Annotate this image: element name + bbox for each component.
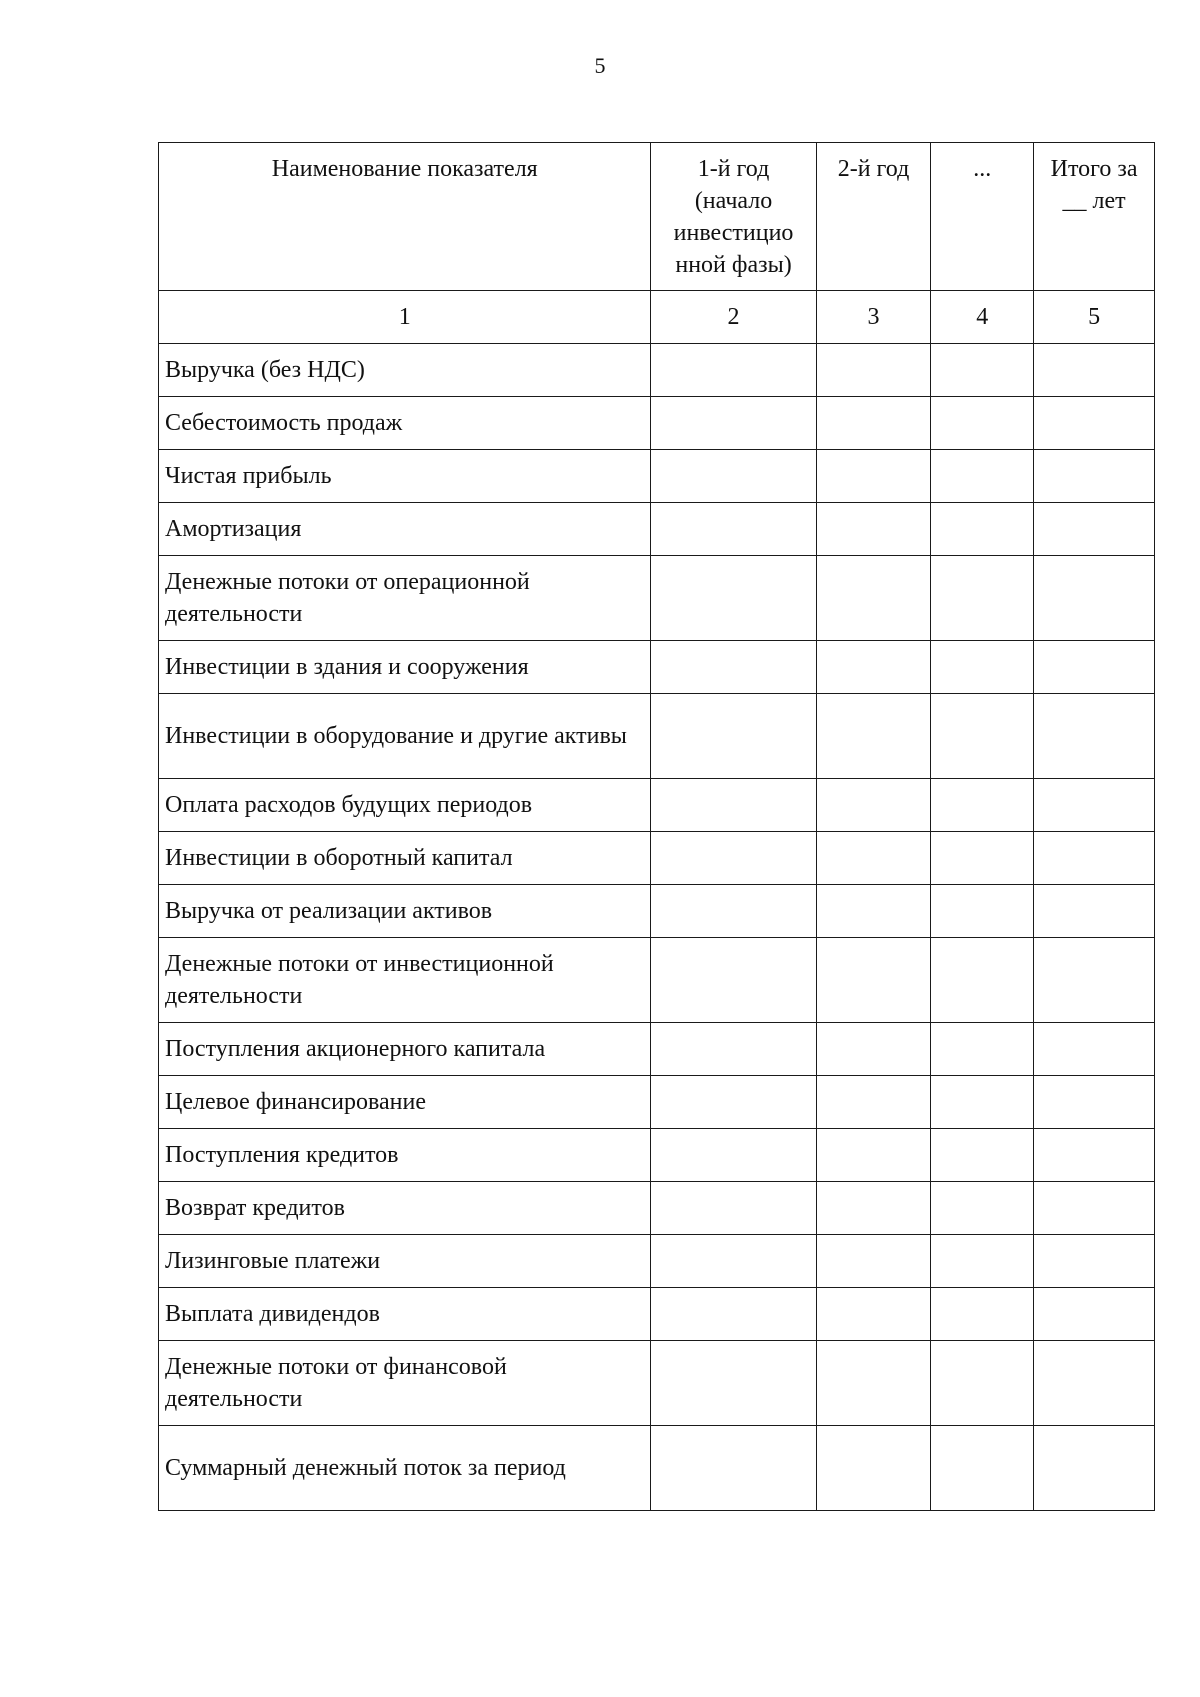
table-row [159,1235,1155,1288]
value-cell[interactable] [1034,503,1155,556]
table-row [159,938,1155,1023]
value-cell[interactable] [1034,938,1155,1023]
table-row [159,344,1155,397]
value-cell[interactable] [651,938,816,1023]
value-cell[interactable] [816,1023,931,1076]
column-number: 2 [651,291,816,344]
row-label: Оплата расходов будущих периодов [159,779,651,832]
value-cell[interactable] [1034,694,1155,779]
table-row [159,1076,1155,1129]
value-cell[interactable] [651,779,816,832]
column-number: 5 [1034,291,1155,344]
row-label: Целевое финансирование [159,1076,651,1129]
value-cell[interactable] [651,1023,816,1076]
value-cell[interactable] [816,779,931,832]
value-cell[interactable] [1034,1129,1155,1182]
table-row [159,694,1155,779]
value-cell[interactable] [1034,1076,1155,1129]
value-cell[interactable] [1034,832,1155,885]
row-label: Денежные потоки от финансовой деятельности [159,1341,651,1426]
value-cell[interactable] [1034,1288,1155,1341]
value-cell[interactable] [816,1182,931,1235]
value-cell[interactable] [651,1426,816,1511]
row-label: Чистая прибыль [159,450,651,503]
value-cell[interactable] [1034,450,1155,503]
value-cell[interactable] [1034,1182,1155,1235]
value-cell[interactable] [651,397,816,450]
value-cell[interactable] [1034,556,1155,641]
value-cell[interactable] [651,832,816,885]
value-cell[interactable] [651,1182,816,1235]
value-cell[interactable] [931,344,1034,397]
table-row [159,832,1155,885]
value-cell[interactable] [816,1426,931,1511]
table-row [159,1182,1155,1235]
value-cell[interactable] [651,694,816,779]
value-cell[interactable] [651,1341,816,1426]
value-cell[interactable] [1034,1341,1155,1426]
value-cell[interactable] [1034,641,1155,694]
value-cell[interactable] [651,1129,816,1182]
row-label: Выплата дивидендов [159,1288,651,1341]
value-cell[interactable] [931,1341,1034,1426]
value-cell[interactable] [931,832,1034,885]
value-cell[interactable] [816,344,931,397]
header-total-line: Итого за [1050,156,1138,182]
column-number: 4 [931,291,1034,344]
value-cell[interactable] [651,344,816,397]
table-row [159,1288,1155,1341]
value-cell[interactable] [816,885,931,938]
value-cell[interactable] [931,1023,1034,1076]
table-row [159,885,1155,938]
value-cell[interactable] [816,1288,931,1341]
value-cell[interactable] [931,1235,1034,1288]
value-cell[interactable] [931,641,1034,694]
table-row [159,779,1155,832]
value-cell[interactable] [931,1076,1034,1129]
cash-flow-table [158,142,1155,1511]
value-cell[interactable] [816,450,931,503]
value-cell[interactable] [816,556,931,641]
table-row [159,641,1155,694]
value-cell[interactable] [931,503,1034,556]
row-label: Инвестиции в оборудование и другие активы [159,694,651,779]
table-row [159,556,1155,641]
header-total-line: __ лет [1062,188,1126,214]
value-cell[interactable] [1034,397,1155,450]
table-row [159,1426,1155,1511]
value-cell[interactable] [816,641,931,694]
value-cell[interactable] [816,1129,931,1182]
value-cell[interactable] [816,1076,931,1129]
value-cell[interactable] [816,1235,931,1288]
row-label: Суммарный денежный поток за период [159,1426,651,1511]
row-label: Лизинговые платежи [159,1235,651,1288]
value-cell[interactable] [816,938,931,1023]
value-cell[interactable] [931,779,1034,832]
value-cell[interactable] [816,1341,931,1426]
header-year-1-line: нной фазы) [675,252,792,278]
row-label: Денежные потоки от операционной деятельности [159,556,651,641]
header-year-1-line: 1-й год [697,156,770,182]
table-row [159,1129,1155,1182]
table-row [159,1023,1155,1076]
header-year-1 [651,143,816,291]
value-cell[interactable] [651,450,816,503]
header-row [159,143,1155,291]
page-number: 5 [594,53,606,78]
value-cell[interactable] [651,641,816,694]
value-cell[interactable] [931,1182,1034,1235]
value-cell[interactable] [931,694,1034,779]
row-label: Амортизация [159,503,651,556]
column-number: 1 [159,291,651,344]
value-cell[interactable] [931,1129,1034,1182]
value-cell[interactable] [651,556,816,641]
row-label: Инвестиции в здания и сооружения [159,641,651,694]
table-row [159,450,1155,503]
value-cell[interactable] [931,1288,1034,1341]
value-cell[interactable] [931,1426,1034,1511]
value-cell[interactable] [1034,779,1155,832]
value-cell[interactable] [816,694,931,779]
value-cell[interactable] [931,450,1034,503]
row-label: Поступления кредитов [159,1129,651,1182]
row-label: Поступления акционерного капитала [159,1023,651,1076]
value-cell[interactable] [816,397,931,450]
row-label: Выручка (без НДС) [159,344,651,397]
value-cell[interactable] [931,885,1034,938]
column-number: 3 [816,291,931,344]
value-cell[interactable] [651,1235,816,1288]
value-cell[interactable] [816,503,931,556]
value-cell[interactable] [651,885,816,938]
value-cell[interactable] [931,938,1034,1023]
row-label: Выручка от реализации активов [159,885,651,938]
value-cell[interactable] [1034,1235,1155,1288]
row-label: Себестоимость продаж [159,397,651,450]
row-label: Инвестиции в оборотный капитал [159,832,651,885]
header-year-1-line: инвестицио [673,220,794,246]
table-row [159,397,1155,450]
header-ellipsis: ... [931,143,1034,291]
value-cell[interactable] [1034,1023,1155,1076]
header-year-1-line: (начало [694,188,773,214]
table-row [159,503,1155,556]
row-label: Возврат кредитов [159,1182,651,1235]
value-cell[interactable] [931,397,1034,450]
row-label: Денежные потоки от инвестиционной деятельности [159,938,651,1023]
value-cell[interactable] [1034,1426,1155,1511]
value-cell[interactable] [651,1076,816,1129]
value-cell[interactable] [816,832,931,885]
column-number-row [159,291,1155,344]
header-indicator-name: Наименование показателя [159,143,651,291]
value-cell[interactable] [1034,885,1155,938]
header-year-2: 2-й год [816,143,931,291]
value-cell[interactable] [931,556,1034,641]
header-total [1034,143,1155,291]
value-cell[interactable] [651,503,816,556]
value-cell[interactable] [651,1288,816,1341]
value-cell[interactable] [1034,344,1155,397]
table-row [159,1341,1155,1426]
